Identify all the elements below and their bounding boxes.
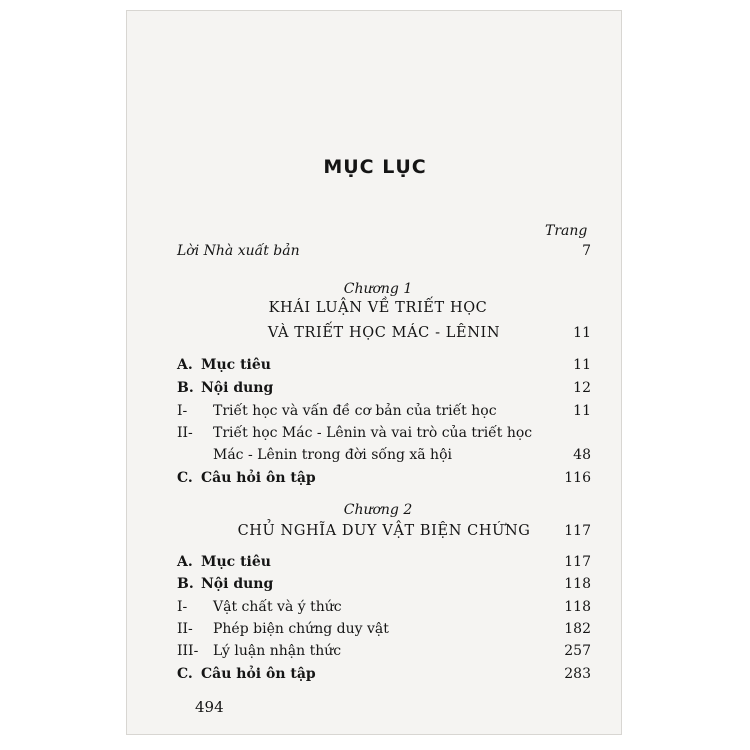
toc-entry-label: Mục tiêu	[201, 554, 271, 570]
page-title: MỤC LỤC	[323, 156, 427, 178]
chapter-1-title-line2: VÀ TRIẾT HỌC MÁC - LÊNIN	[267, 325, 501, 341]
toc-entry-page: 12	[573, 380, 591, 396]
toc-entry-marker: A.	[177, 357, 193, 373]
toc-entry-page: 117	[564, 554, 591, 570]
toc-entry-label: Mục tiêu	[201, 357, 271, 373]
toc-entry-continued	[177, 444, 591, 466]
toc-entry	[177, 354, 591, 376]
toc-entry	[177, 596, 591, 618]
toc-entry-label: Câu hỏi ôn tập	[201, 470, 316, 486]
toc-entry-page: 117	[564, 523, 591, 539]
chapter-2-title-line1: CHỦ NGHĨA DUY VẬT BIỆN CHỨNG	[237, 523, 531, 539]
toc-entry-marker: B.	[177, 380, 194, 396]
toc-entry-page: 182	[564, 621, 591, 637]
toc-entry-label: Lý luận nhận thức	[213, 643, 342, 659]
toc-entry	[177, 663, 591, 685]
toc-entry	[177, 400, 591, 422]
toc-entry-marker: I-	[177, 599, 188, 615]
toc-entry-page: 11	[573, 325, 591, 341]
toc-entry	[177, 422, 591, 444]
toc-entry	[177, 377, 591, 399]
toc-entry-label: Vật chất và ý thức	[213, 599, 342, 615]
toc-entry-label: Câu hỏi ôn tập	[201, 666, 316, 682]
toc-entry-marker: II-	[177, 621, 193, 637]
toc-entry-marker: II-	[177, 425, 193, 441]
toc-entry-label: Triết học và vấn đề cơ bản của triết học	[213, 403, 497, 419]
toc-entry-page: 11	[573, 403, 591, 419]
toc-entry-page: 257	[564, 643, 591, 659]
chapter-1-heading: Chương 1	[343, 281, 413, 297]
toc-entry-label: Phép biện chứng duy vật	[213, 621, 389, 637]
toc-entry-marker: B.	[177, 576, 194, 592]
toc-entry	[177, 573, 591, 595]
toc-entry-page: 118	[564, 576, 591, 592]
toc-entry-marker: C.	[177, 470, 193, 486]
toc-entry-marker: A.	[177, 554, 193, 570]
toc-entry-page: 283	[564, 666, 591, 682]
page-number: 494	[195, 698, 224, 716]
toc-entry-marker: I-	[177, 403, 188, 419]
toc-entry-label: Lời Nhà xuất bản	[177, 243, 300, 259]
chapter-1-title-line1: KHÁI LUẬN VỀ TRIẾT HỌC	[268, 300, 488, 316]
toc-entry-page: 7	[582, 243, 591, 259]
toc-entry-label: Nội dung	[201, 380, 274, 396]
toc-entry	[177, 467, 591, 489]
toc-entry-marker: III-	[177, 643, 199, 659]
toc-entry-label: Triết học Mác - Lênin và vai trò của triết học	[213, 425, 533, 441]
page-column-header: Trang	[545, 223, 588, 239]
toc-entry-page: 116	[564, 470, 591, 486]
toc-entry-page: 11	[573, 357, 591, 373]
toc-entry-page: 48	[573, 447, 591, 463]
toc-entry-marker: C.	[177, 666, 193, 682]
toc-entry	[177, 640, 591, 662]
toc-entry-label: Nội dung	[201, 576, 274, 592]
toc-entry-label-continued: Mác - Lênin trong đời sống xã hội	[213, 447, 452, 463]
chapter-2-heading: Chương 2	[343, 502, 413, 518]
toc-entry-preface	[177, 240, 591, 262]
toc-entry-page: 118	[564, 599, 591, 615]
toc-entry	[177, 551, 591, 573]
toc-entry	[177, 618, 591, 640]
